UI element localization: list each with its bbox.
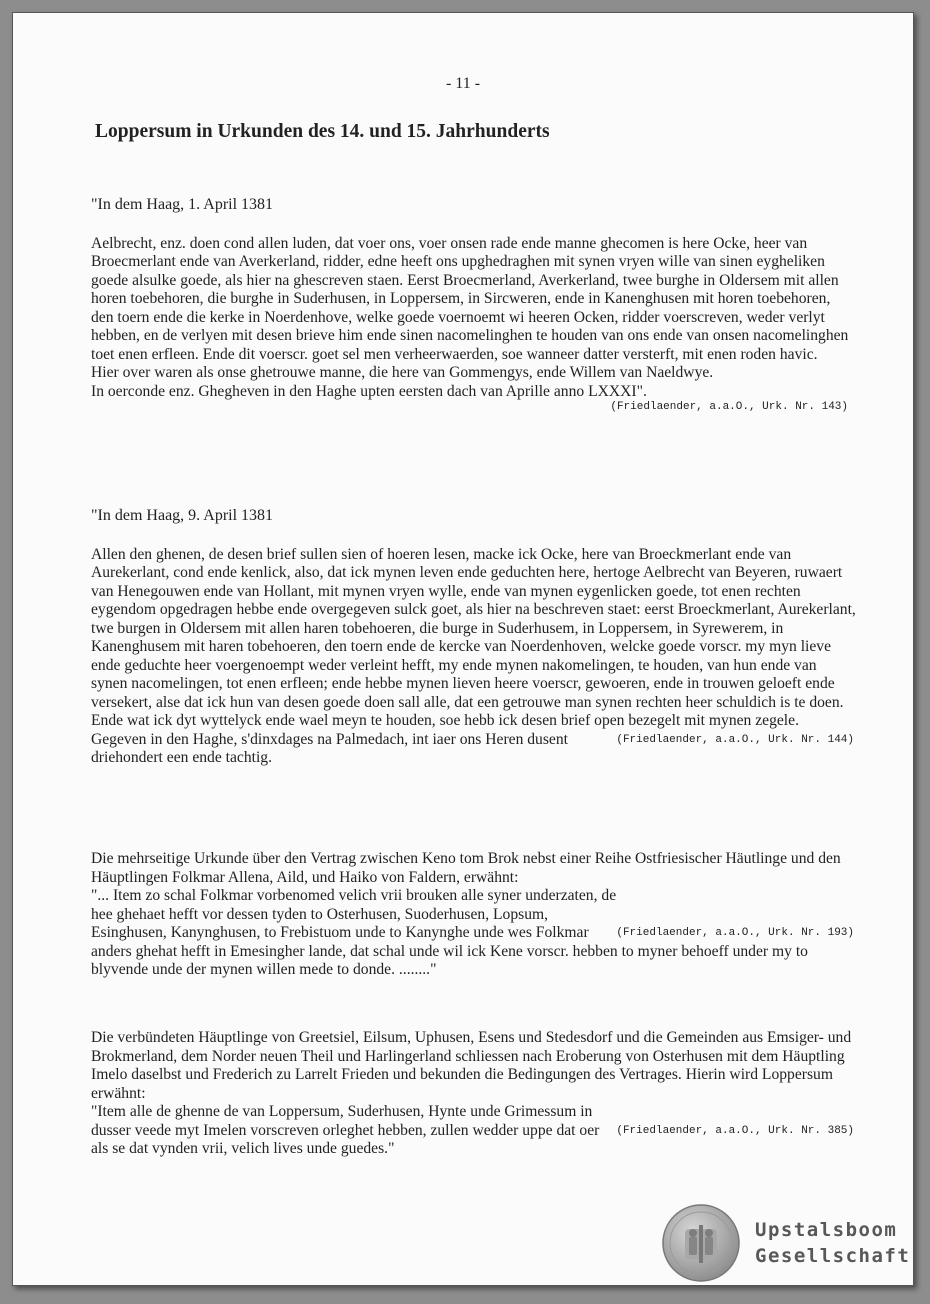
section-deed-1 [91,196,856,417]
section-body: Allen den ghenen, de desen brief sullen sien of hoeren lesen, macke ick Ocke, here van Broeckmerlant ende van Aurekerlant, cond ende kenlick, also, dat ick mynen leven ende geduchten here, hertoge Aelbrecht van Beyeren, ruwaert van Henegouwen ende van Hollant, mit mynen vryen wylle, ende van mynen eygenlicken goede, tot enen rechten eygendom opgedragen hebbe ende overgegeven sulck goet, als hier na beschreven staet: eerst Broeckmerlant, Aurekerlant, twe burgen in Oldersem mit allen haren tobehoeren, die burge in Suderhusem, in Loppersem, in Syrewerem, in Kanenghusem mit haren tobehoeren, den toern ende de kercke van Noerdenhoven, welcke goede vorscr. my myn lieve ende geduchte heer voergenoempt weder verleint hefft, my ende mynen nakomelingen, te houden, van hun ende van synen nacomelingen, tot enen erfleen; ende hebbe mynen lieven heere voerscr, gewoeren, ende in trouwen geloeft ende versekert, alse dat ick hun van desen goede doen sall alle, dat een getrouwe man synen rechten heer schuldich is te doen. Ende wat ick dyt wyttelyck ende wael meyn te houden, soe hebb ick desen brief open bezegelt mit mynen zegele. [91,545,856,729]
logo-text-line2: Gesellschaft [755,1245,911,1267]
section-intro: Die mehrseitige Urkunde über den Vertrag zwischen Keno tom Brok nebst einer Reihe Ostfriesischer Häutlinge und den Häuptlingen Folkmar Allena, Aild, und Haiko von Faldern, erwähnt: [91,850,841,886]
section-quote: (Friedlaender, a.a.O., Urk. Nr. 385) "Item alle de ghenne de van Loppersum, Suderhusen, Hynte unde Grimessum in dusser veede myt Imelen vorscreven orleghet hebben, zullen wedder uppe dat oer als se dat vynden vrii, velich lives unde guedes." [91,1103,854,1157]
section-heading: "In dem Haag, 1. April 1381 [91,196,274,213]
document-page [12,12,914,1286]
section-body: Aelbrecht, enz. doen cond allen luden, dat voer ons, voer onsen rade ende manne ghecomen is here Ocke, heer van Broecmerlant ende van Averkerland, ridder, edne heeft ons upghedraghen mit synen vryen wille van sinen eygheliken goede alsulke goede, als hier na ghescreven staen. Eerst Broecmerland, Averkerland, twee burghe in Oldersem mit allen horen toebehoren, die burghe in Suderhusen, in Loppersem, in Sircweren, ende in Kanenghusen mit horen toebehoren, den toern ende die kerke in Noerdenhove, welke goede voernoemt wi heeren Ocken, ridder voerscreven, weder verlyt hebben, en de verlyen mit desen brieve him ende sinen nacomelinghen te houden van ons ende van onsen nacomelinghen toet enen erfleen. Ende dit voerscr. goet sel men verheerwaerden, soe wanneer datter versterft, mit enen roden havic. [91,234,849,363]
citation: (Friedlaender, a.a.O., Urk. Nr. 144) [616,733,854,746]
section-body-3: In oerconde enz. Ghegheven in den Haghe upten eersten dach van Aprille anno LXXXI". [91,382,647,400]
section-treaty-osterhusen [91,1029,856,1159]
seal-logo-icon [661,1203,741,1283]
citation: (Friedlaender, a.a.O., Urk. Nr. 143) [610,401,848,413]
logo-text-line1: Upstalsboom [755,1219,898,1241]
section-treaty-keno [91,850,856,980]
section-quote: (Friedlaender, a.a.O., Urk. Nr. 193) "... Item zo schal Folkmar vorbenomed velich vrii brouken alle syner underzaten, de hee ghehaet hefft vor dessen tyden to Osterhusen, Suoderhusen, Lopsum, Esinghusen, Kanynghusen, to Frebistuom unde to Kanynghe unde wes Folkmar anders ghehat hefft in Emesingher lande, dat schal unde wil ick Kene vorscr. hebben to myner behoeff under my to blyvende unde der mynen willen mede to donde. ........" [91,887,854,978]
page-title: Loppersum in Urkunden des 14. und 15. Jahrhunderts [95,121,550,142]
logo-text [755,1217,910,1269]
citation: (Friedlaender, a.a.O., Urk. Nr. 385) [616,1125,854,1137]
section-heading: "In dem Haag, 9. April 1381 [91,507,274,524]
section-intro: Die verbündeten Häuptlinge von Greetsiel, Eilsum, Uphusen, Esens und Stedesdorf und die Gemeinden aus Emsiger- und Brokmerland, dem Norder neuen Theil und Harlingerland schliessen nach Eroberung von Osterhusen mit dem Häuptling Imelo daselbst und Frederich zu Larrelt Frieden und bekunden die Bedingungen des Vertrages. Hierin wird Loppersum erwähnt: [91,1029,852,1102]
section-body-2: (Friedlaender, a.a.O., Urk. Nr. 144) Gegeven in den Haghe, s'dinxdages na Palmedach, int iaer ons Heren dusent driehondert een ende tachtig. [91,730,854,766]
page-number: - 11 - [445,75,481,92]
citation: (Friedlaender, a.a.O., Urk. Nr. 193) [616,927,854,939]
section-body-2: Hier over waren als onse ghetrouwe manne, die here van Gommengys, ende Willem van Naeldwye. [91,364,714,381]
section-deed-2 [91,507,856,768]
